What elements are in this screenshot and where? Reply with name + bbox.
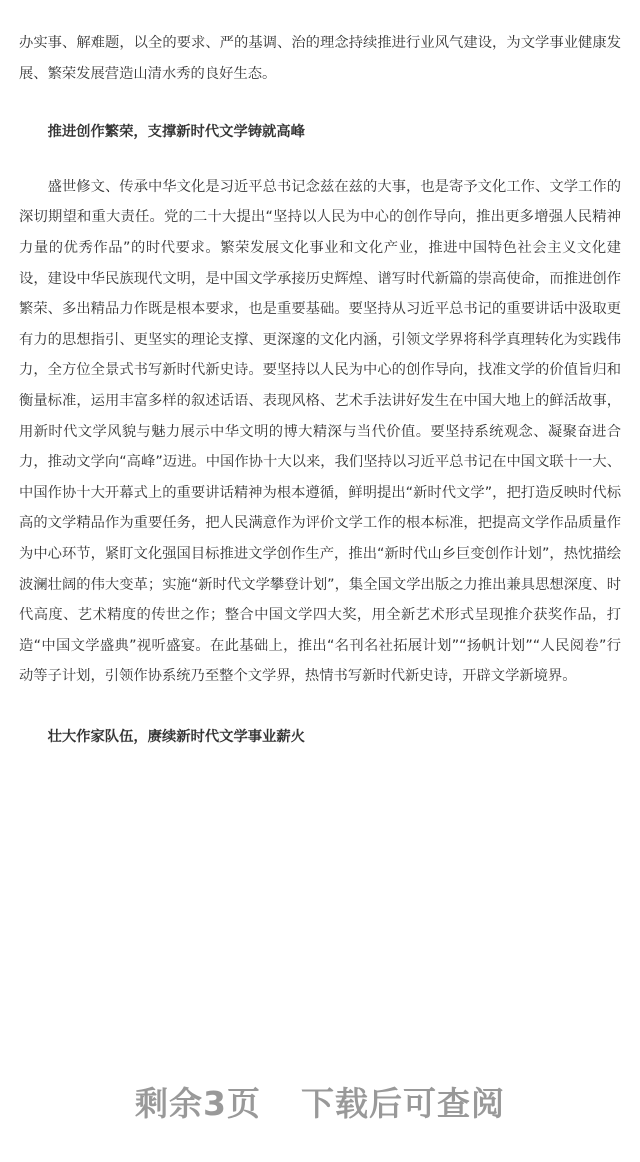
remaining-pages-label: 剩余3页 <box>135 1083 261 1123</box>
intro-paragraph: 办实事、解难题，以全的要求、严的基调、治的理念持续推进行业风气建设，为文学事业健康发展、繁荣发展营造山清水秀的良好生态。 <box>19 35 621 82</box>
body-paragraph-creation: 盛世修文、传承中华文化是习近平总书记念兹在兹的大事，也是寄予文化工作、文学工作的深切期望和重大责任。党的二十大提出“坚持以人民为中心的创作导向，推出更多增强人民精神力量的优秀作品”的时代要求。繁荣发展文化事业和文化产业，推进中国特色社会主义文化建设，建设中华民族现代文明，是中国文学承接历史辉煌、谱写时代新篇的崇高使命，而推进创作繁荣、多出精品力作既是根本要求，也是重要基础。要坚持从习近平总书记的重要讲话中汲取更有力的思想指引、更坚实的理论支撑、更深邃的文化内涵，引领文学界将科学真理转化为实践伟力，全方位全景式书写新时代新史诗。要坚持以人民为中心的创作导向，找准文学的价值旨归和衡量标准，运用丰富多样的叙述话语、表现风格、艺术手法讲好发生在中国大地上的鲜活故事，用新时代文学风貌与魅力展示中华文明的博大精深与当代价值。要坚持系统观念、凝聚奋进合力，推动文学向“高峰”迈进。中国作协十大以来，我们坚持以习近平总书记在中国文联十一大、中国作协十大开幕式上的重要讲话精神为根本遵循，鲜明提出“新时代文学”，把打造反映时代标高的文学精品作为重要任务，把人民满意作为评价文学工作的根本标准，把提高文学作品质量作为中心环节，紧盯文化强国目标推进文学创作生产，推出“新时代山乡巨变创作计划”，热忱描绘波澜壮阔的伟大变革；实施“新时代文学攀登计划”，集全国文学出版之力推出兼具思想深度、时代高度、艺术精度的传世之作；整合中国文学四大奖，用全新艺术形式呈现推介获奖作品，打造“中国文学盛典”视听盛宴。在此基础上，推出“名刊名社拓展计划”“扬帆计划”“人民阅卷”行动等子计划，引领作协系统乃至整个文学界，热情书写新时代新史诗，开辟文学新境界。 <box>19 178 621 685</box>
spacer <box>19 692 621 722</box>
spacer <box>19 148 621 172</box>
download-prompt-label: 下载后可查阅 <box>300 1083 505 1123</box>
section-heading-creation: 推进创作繁荣，支撑新时代文学铸就高峰 <box>47 124 305 141</box>
section-heading-writers: 壮大作家队伍，赓续新时代文学事业薪火 <box>47 728 305 745</box>
spacer <box>19 89 621 117</box>
download-banner[interactable] <box>0 1078 640 1124</box>
